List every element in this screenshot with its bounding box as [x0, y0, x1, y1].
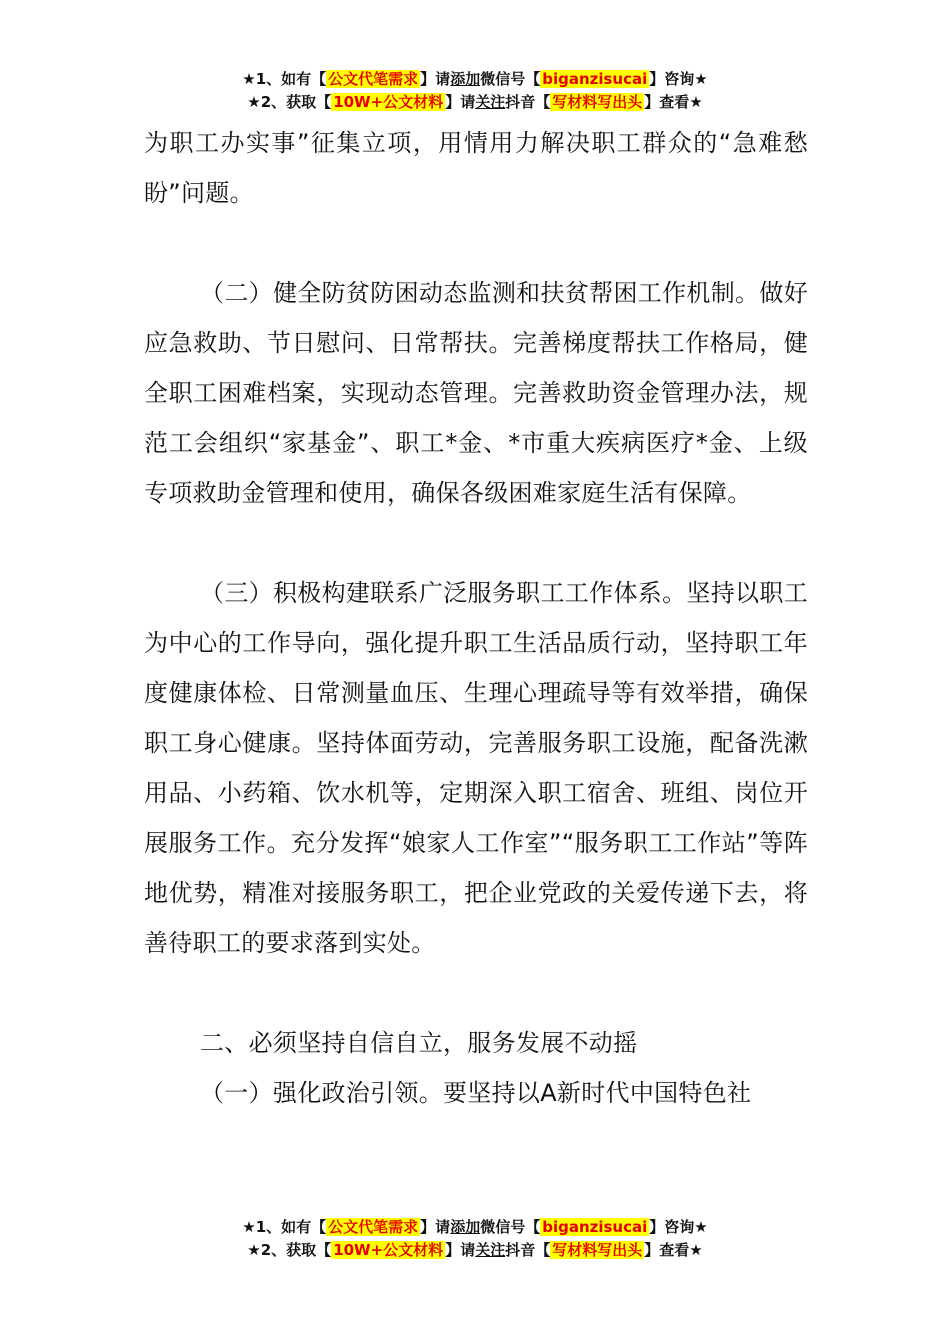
promo-highlight: biganzisucai [542, 70, 648, 88]
promo-underlined: 添加 [450, 1218, 481, 1236]
paragraph-gap [144, 968, 808, 1018]
paragraph-gap [144, 518, 808, 568]
promo-text: 】查看★ [644, 1241, 703, 1259]
paragraph-gap [144, 218, 808, 268]
paragraph-section-3: （三）积极构建联系广泛服务职工工作体系。坚持以职工为中心的工作导向，强化提升职工生活品质行动，坚持职工年度健康体检、日常测量血压、生理心理疏导等有效举措，确保职工身心健康。坚持体面劳动，完善服务职工设施，配备洗漱用品、小药箱、饮水机等，定期深入职工宿舍、班组、岗位开展服务工作。充分发挥“娘家人工作室”“服务职工工作站”等阵地优势，精准对接服务职工，把企业党政的关爱传递下去，将善待职工的要求落到实处。 [144, 579, 808, 957]
promo-highlight: 10W+公文材料 [333, 1241, 444, 1259]
promo-underlined: 关注 [475, 93, 506, 111]
promo-banner-bottom [0, 1216, 950, 1262]
promo-text: 】请 [445, 93, 476, 111]
paragraph-subsection-1: （一）强化政治引领。要坚持以A新时代中国特色社 [200, 1079, 752, 1107]
promo-highlight: 写材料写出头 [552, 1241, 643, 1259]
promo-underlined: 关注 [475, 1241, 506, 1259]
promo-text: ★2、获取【 [247, 93, 332, 111]
promo-text: 】咨询★ [649, 70, 708, 88]
promo-highlight: 公文代笔需求 [328, 70, 419, 88]
promo-highlight: biganzisucai [542, 1218, 648, 1236]
promo-text: 抖音【 [505, 93, 551, 111]
promo-line-1 [0, 68, 950, 91]
promo-line-1 [0, 1216, 950, 1239]
promo-text: 微信号【 [480, 1218, 541, 1236]
promo-highlight: 公文代笔需求 [328, 1218, 419, 1236]
promo-line-2 [0, 91, 950, 114]
paragraph-continuation: 为职工办实事”征集立项，用情用力解决职工群众的“急难愁盼”问题。 [144, 129, 808, 207]
promo-highlight: 写材料写出头 [552, 93, 643, 111]
promo-text: ★1、如有【 [242, 1218, 327, 1236]
promo-underlined: 添加 [450, 70, 481, 88]
promo-text: 】咨询★ [649, 1218, 708, 1236]
promo-line-2 [0, 1239, 950, 1262]
paragraph-section-2: （二）健全防贫防困动态监测和扶贫帮困工作机制。做好应急救助、节日慰问、日常帮扶。完善梯度帮扶工作格局，健全职工困难档案，实现动态管理。完善救助资金管理办法，规范工会组织“家基金”、职工*金、*市重大疾病医疗*金、上级专项救助金管理和使用，确保各级困难家庭生活有保障。 [144, 279, 808, 507]
promo-highlight: 10W+公文材料 [333, 93, 444, 111]
promo-text: 抖音【 [505, 1241, 551, 1259]
section-heading: 二、必须坚持自信自立，服务发展不动摇 [200, 1029, 638, 1057]
promo-text: 】查看★ [644, 93, 703, 111]
promo-text: 】请 [445, 1241, 476, 1259]
promo-text: 微信号【 [480, 70, 541, 88]
promo-text: ★2、获取【 [247, 1241, 332, 1259]
document-body [144, 118, 808, 1118]
promo-text: 】请 [420, 70, 451, 88]
promo-text: 】请 [420, 1218, 451, 1236]
promo-banner-top [0, 68, 950, 114]
promo-text: ★1、如有【 [242, 70, 327, 88]
